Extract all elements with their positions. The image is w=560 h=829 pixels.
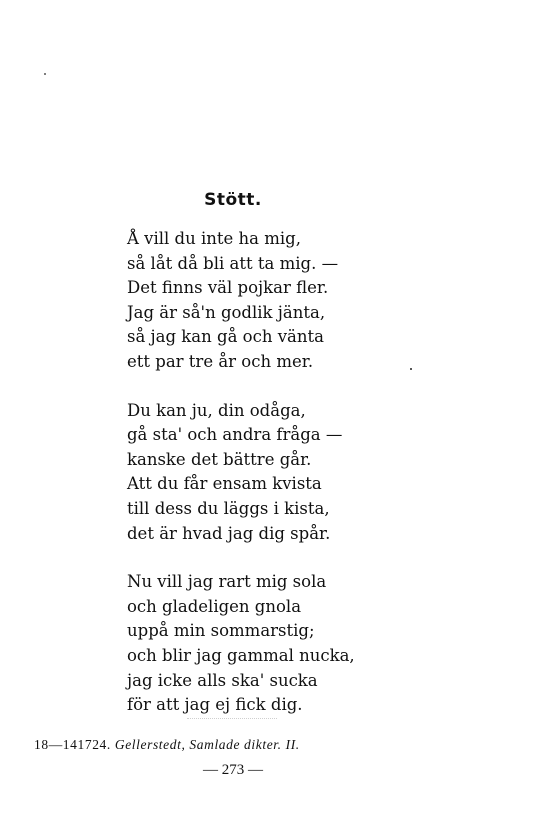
poem-line: uppå min sommarstig; bbox=[127, 621, 315, 641]
poem-line: Å vill du inte ha mig, bbox=[127, 229, 301, 248]
poem-line: det är hvad jag dig spår. bbox=[127, 523, 331, 543]
poem-body bbox=[127, 227, 355, 718]
stanza bbox=[127, 227, 355, 375]
poem-line: Att du får ensam kvista bbox=[127, 474, 322, 494]
print-mark bbox=[187, 718, 277, 719]
stanza bbox=[127, 399, 355, 547]
poem-line: jag icke alls ska' sucka bbox=[127, 670, 318, 690]
poem-line: Jag är så'n godlik jänta, bbox=[127, 302, 326, 322]
poem-line: Det finns väl pojkar fler. bbox=[127, 278, 329, 298]
poem-line: och blir jag gammal nucka, bbox=[127, 645, 355, 665]
signature-number: 18—141724. bbox=[34, 737, 111, 752]
poem-line: Du kan ju, din odåga, bbox=[127, 400, 306, 420]
page-number: — 273 — bbox=[203, 762, 263, 778]
paper-speck bbox=[44, 73, 46, 75]
poem-line: så jag kan gå och vänta bbox=[127, 327, 324, 347]
poem-line: till dess du läggs i kista, bbox=[127, 498, 330, 518]
poem-title: Stött. bbox=[204, 190, 262, 210]
paper-speck bbox=[410, 368, 412, 370]
poem-line: för att jag ej fick dig. bbox=[127, 695, 303, 715]
poem-line: kanske det bättre går. bbox=[127, 449, 312, 469]
poem-line: Nu vill jag rart mig sola bbox=[127, 572, 327, 592]
poem-line: gå sta' och andra fråga — bbox=[127, 425, 343, 445]
poem-line: så låt då bli att ta mig. — bbox=[127, 253, 339, 273]
signature-footer bbox=[34, 737, 300, 753]
source-citation: Gellerstedt, Samlade dikter. II. bbox=[114, 737, 300, 752]
poem-line: och gladeligen gnola bbox=[127, 596, 302, 616]
stanza bbox=[127, 570, 355, 718]
poem-line: ett par tre år och mer. bbox=[127, 351, 314, 371]
